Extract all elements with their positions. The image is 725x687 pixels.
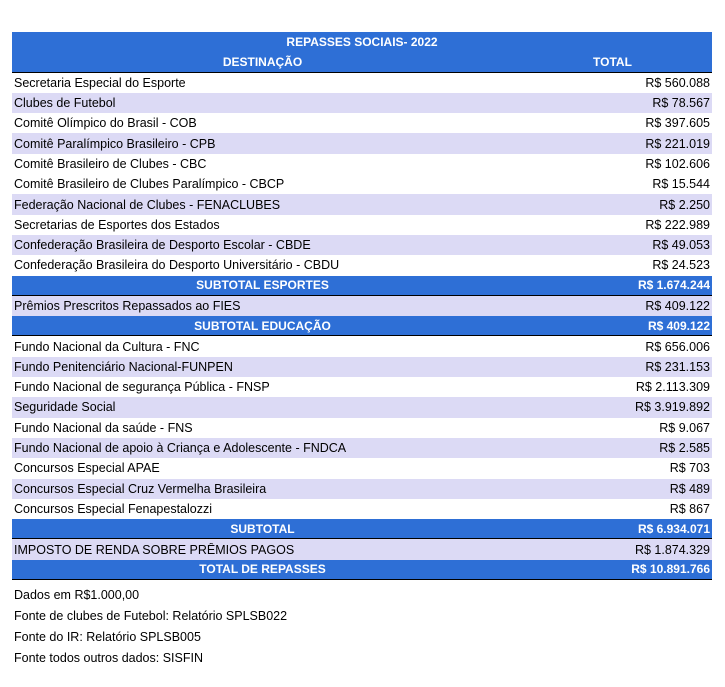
table-row [12, 194, 712, 214]
row-value: R$ 78.567 [652, 96, 710, 111]
row-value: R$ 2.250 [659, 197, 710, 212]
row-label: Fundo Nacional da Cultura - FNC [14, 339, 200, 354]
table-row [12, 93, 712, 113]
row-value: R$ 560.088 [645, 75, 710, 90]
row-value: R$ 703 [669, 461, 710, 476]
subtotal-row [12, 276, 712, 296]
table-row [12, 539, 712, 559]
table-row [12, 174, 712, 194]
row-value: R$ 231.153 [645, 359, 710, 374]
row-label: Clubes de Futebol [14, 96, 116, 111]
table-row [12, 255, 712, 275]
repasses-table [12, 32, 712, 580]
row-label: TOTAL DE REPASSES [199, 562, 326, 577]
table-row [12, 133, 712, 153]
row-label: IMPOSTO DE RENDA SOBRE PRÊMIOS PAGOS [14, 542, 295, 557]
row-value: R$ 867 [669, 501, 710, 516]
row-label: Fundo Nacional de apoio à Criança e Adolescente - FNDCA [14, 441, 347, 456]
table-row [12, 377, 712, 397]
row-value: R$ 15.544 [652, 177, 710, 192]
row-value: R$ 9.067 [659, 420, 710, 435]
row-label: Concursos Especial Fenapestalozzi [14, 501, 213, 516]
row-value: R$ 489 [669, 481, 710, 496]
row-value: R$ 409.122 [647, 318, 710, 333]
row-label: Confederação Brasileira de Desporto Escolar - CBDE [14, 238, 311, 253]
row-label: Fundo Nacional da saúde - FNS [14, 420, 193, 435]
footnote-line: Dados em R$1.000,00 [14, 588, 140, 602]
footnote-line: Fonte do IR: Relatório SPLSB005 [14, 630, 201, 644]
row-value: R$ 10.891.766 [631, 562, 710, 577]
table-row [12, 357, 712, 377]
row-label: Comitê Paralímpico Brasileiro - CPB [14, 136, 216, 151]
row-label: Prêmios Prescritos Repassados ao FIES [14, 299, 241, 313]
table-row [12, 154, 712, 174]
row-value: R$ 6.934.071 [637, 521, 710, 536]
table-header-row [12, 52, 712, 72]
subtotal-row [12, 519, 712, 539]
table-row [12, 235, 712, 255]
row-value: R$ 102.606 [645, 156, 710, 171]
row-label: Secretaria Especial do Esporte [14, 75, 186, 90]
row-value: R$ 49.053 [652, 238, 710, 253]
row-label: Concursos Especial APAE [14, 461, 160, 476]
table-row [12, 418, 712, 438]
row-value: R$ 1.674.244 [637, 278, 710, 293]
row-value: R$ 24.523 [652, 258, 710, 273]
row-value: R$ 221.019 [645, 136, 710, 151]
row-label: Confederação Brasileira do Desporto Universitário - CBDU [14, 258, 340, 273]
footnote-line: Fonte todos outros dados: SISFIN [14, 651, 203, 665]
header-destination: DESTINAÇÃO [222, 54, 303, 69]
row-value: R$ 2.585 [659, 441, 710, 456]
table-row [12, 296, 712, 316]
row-value: R$ 222.989 [645, 217, 710, 232]
row-value: R$ 3.919.892 [634, 400, 710, 415]
table-body [12, 73, 712, 580]
row-label: Comitê Brasileiro de Clubes - CBC [14, 156, 207, 171]
row-label: Comitê Brasileiro de Clubes Paralímpico - CBCP [14, 177, 285, 192]
row-label: Fundo Penitenciário Nacional-FUNPEN [14, 359, 233, 374]
subtotal-row [12, 560, 712, 580]
row-label: Secretarias de Esportes dos Estados [14, 217, 220, 232]
table-row [12, 215, 712, 235]
table-row [12, 73, 712, 93]
row-label: Concursos Especial Cruz Vermelha Brasileira [14, 481, 267, 496]
row-label: SUBTOTAL ESPORTES [196, 278, 329, 293]
row-label: Federação Nacional de Clubes - FENACLUBES [14, 197, 281, 212]
footnote-line: Fonte de clubes de Futebol: Relatório SPLSB022 [14, 609, 288, 623]
table-title: REPASSES SOCIAIS- 2022 [12, 32, 712, 52]
row-label: SUBTOTAL [230, 521, 295, 536]
footnotes [14, 585, 287, 669]
row-value: R$ 656.006 [645, 339, 710, 354]
table-row [12, 499, 712, 519]
row-label: Comitê Olímpico do Brasil - COB [14, 116, 197, 131]
table-row [12, 479, 712, 499]
row-label: SUBTOTAL EDUCAÇÃO [194, 318, 331, 333]
row-value: R$ 397.605 [645, 116, 710, 131]
table-row [12, 438, 712, 458]
row-label: Seguridade Social [14, 400, 116, 415]
row-value: R$ 409.122 [645, 299, 710, 313]
row-value: R$ 2.113.309 [635, 380, 710, 395]
table-row [12, 397, 712, 417]
row-value: R$ 1.874.329 [634, 542, 710, 557]
table-row [12, 113, 712, 133]
table-row [12, 458, 712, 478]
table-row [12, 336, 712, 356]
header-total: TOTAL [593, 54, 632, 69]
subtotal-row [12, 316, 712, 336]
row-label: Fundo Nacional de segurança Pública - FNSP [14, 380, 270, 395]
